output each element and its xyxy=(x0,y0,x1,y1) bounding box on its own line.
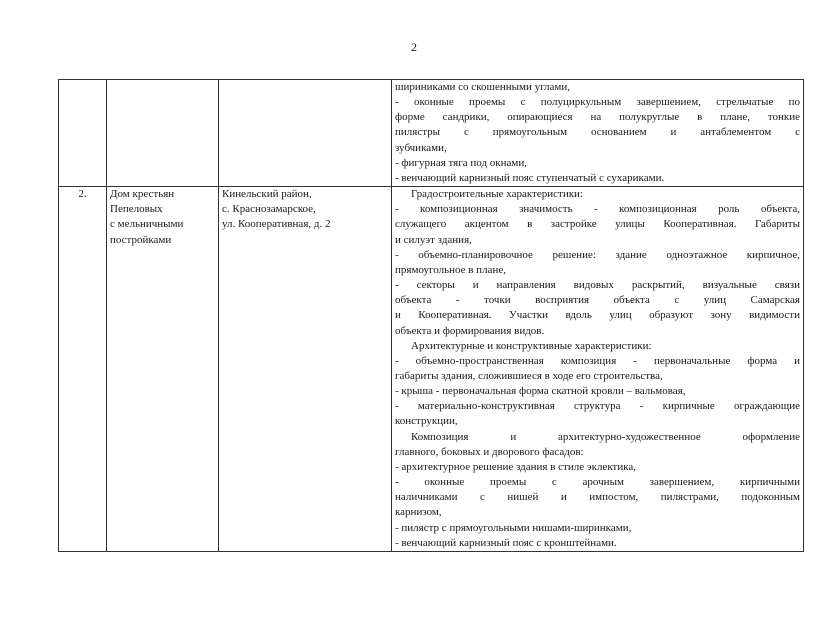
table-row xyxy=(59,187,804,552)
description-line: - венчающий карнизный пояс с кронштейнами. xyxy=(395,536,617,549)
description-line: Градостроительные характеристики: xyxy=(411,188,583,201)
description-line: зубчиками, xyxy=(395,141,447,154)
description-line: - композиционная значимость - композиционная роль объекта, xyxy=(395,203,800,216)
cell-description xyxy=(392,187,804,552)
heritage-table xyxy=(58,79,804,552)
description-line: главного, боковых и дворового фасадов: xyxy=(395,445,584,458)
description-line: - крыша - первоначальная форма скатной кровли – вальмовая, xyxy=(395,385,686,398)
cell-address xyxy=(219,187,392,552)
address-line: ул. Кооперативная, д. 2 xyxy=(222,218,331,231)
address-line: Кинельский район, xyxy=(222,188,312,201)
description-line: - пилястр с прямоугольными нишами-ширинками, xyxy=(395,521,632,534)
object-name-line: с мельничными xyxy=(110,218,184,231)
description-line: - материально-конструктивная структура - кирпичные ограждающие xyxy=(395,400,800,413)
description-line: шириниками со скошенными углами, xyxy=(395,81,571,93)
description-line: объекта - точки восприятия объекта с улиц Самарская xyxy=(395,294,800,307)
address-line: с. Краснозамарское, xyxy=(222,203,316,216)
description-line: - объемно-пространственная композиция - первоначальные форма и xyxy=(395,354,800,367)
description-line: - объемно-планировочное решение: здание одноэтажное кирпичное, xyxy=(395,248,800,261)
description-line: габариты здания, сложившиеся в ходе его строительства, xyxy=(395,369,663,382)
object-name-line: постройками xyxy=(110,233,172,246)
description-line: наличниками с нишей и импостом, пилястрами, подоконным xyxy=(395,491,800,504)
description-line: объекта и формирования видов. xyxy=(395,324,545,337)
object-name-line: Пепеловых xyxy=(110,203,163,216)
description-line: Архитектурные и конструктивные характеристики: xyxy=(411,339,652,352)
table-row xyxy=(59,80,804,187)
cell-object-name xyxy=(107,80,219,187)
cell-address xyxy=(219,80,392,187)
description-line: конструкции, xyxy=(395,415,458,428)
description-line: пилястры с прямоугольным основанием и антаблементом с xyxy=(395,126,800,139)
page-number: 2 xyxy=(411,40,417,54)
description-line: - венчающий карнизный пояс ступенчатый с сухариками. xyxy=(395,171,665,184)
cell-number: 2. xyxy=(59,187,107,552)
cell-number xyxy=(59,80,107,187)
description-line: Композиция и архитектурно-художественное оформление xyxy=(411,430,800,443)
description-line: - архитектурное решение здания в стиле эклектика, xyxy=(395,460,637,473)
object-name-line: Дом крестьян xyxy=(110,188,175,201)
description-line: прямоугольное в плане, xyxy=(395,263,506,276)
description-line: карнизом, xyxy=(395,506,442,519)
description-line: - оконные проемы с полуциркульным завершением, стрельчатые по xyxy=(395,96,800,109)
description-line: форме сандрики, опирающиеся на полукруглые в плане, тонкие xyxy=(395,111,800,124)
description-line: и силуэт здания, xyxy=(395,233,472,246)
description-line: - оконные проемы с арочным завершением, кирпичными xyxy=(395,476,800,489)
description-line: служащего акцентом в застройке улицы Кооперативная. Габариты xyxy=(395,218,800,231)
description-line: - фигурная тяга под окнами, xyxy=(395,156,528,169)
cell-description xyxy=(392,80,804,187)
table-body xyxy=(59,80,804,552)
description-line: и Кооперативная. Участки вдоль улиц образуют зону видимости xyxy=(395,309,800,322)
description-line: - секторы и направления видовых раскрытий, визуальные связи xyxy=(395,279,800,292)
cell-object-name xyxy=(107,187,219,552)
